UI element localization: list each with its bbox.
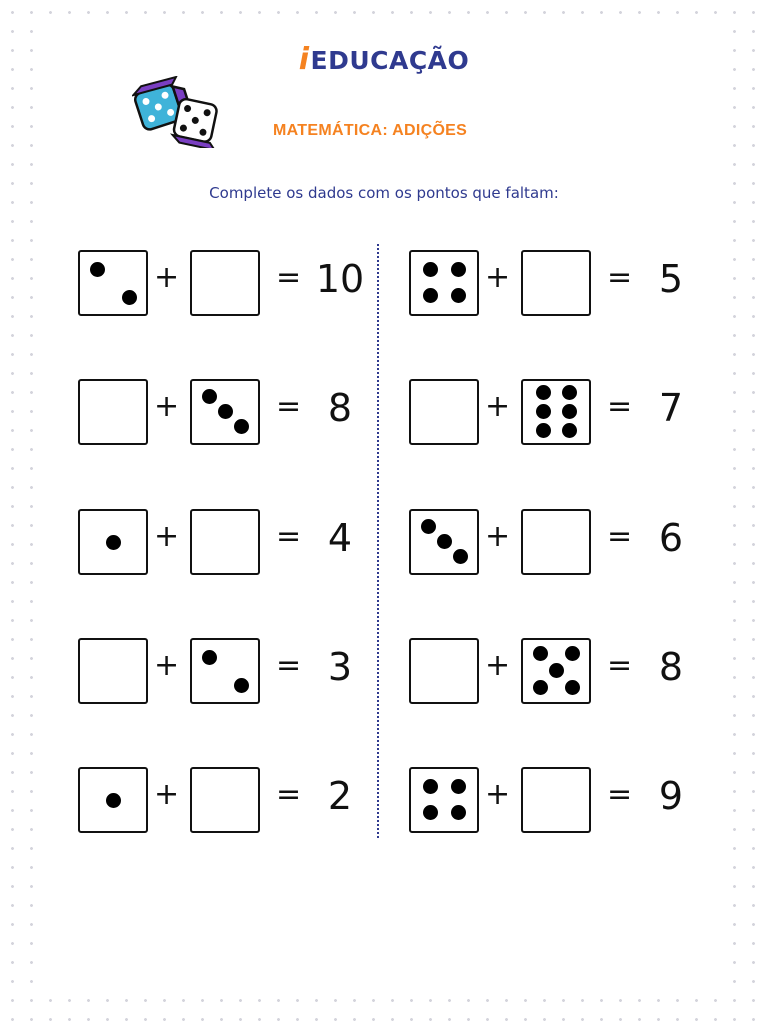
die-pip: [451, 262, 466, 277]
equals-sign: =: [607, 389, 633, 424]
blank-die-answer-box[interactable]: [521, 767, 591, 833]
sum-result: 6: [658, 516, 684, 560]
logo-i-mark: i: [298, 42, 310, 77]
equals-sign: =: [276, 777, 302, 812]
plus-sign: +: [154, 648, 180, 683]
die-pip: [122, 290, 137, 305]
die-pip: [423, 779, 438, 794]
equals-sign: =: [276, 648, 302, 683]
die-pip: [536, 404, 551, 419]
plus-sign: +: [485, 777, 511, 812]
die-2-pips: [78, 250, 148, 316]
die-pip: [437, 534, 452, 549]
logo-text: EDUCAÇÃO: [310, 46, 470, 75]
blank-die-answer-box[interactable]: [409, 638, 479, 704]
die-pip: [562, 423, 577, 438]
addition-problem: [78, 767, 378, 837]
die-pip: [451, 288, 466, 303]
sum-result: 9: [658, 774, 684, 818]
addition-problem: [78, 379, 378, 449]
plus-sign: +: [154, 260, 180, 295]
die-pip: [202, 650, 217, 665]
addition-problem: [409, 250, 709, 320]
addition-problem: [78, 638, 378, 708]
sum-result: 2: [327, 774, 353, 818]
instruction-text: Complete os dados com os pontos que faltam:: [209, 184, 559, 202]
plus-sign: +: [154, 519, 180, 554]
addition-problem: [409, 767, 709, 837]
die-pip: [565, 680, 580, 695]
equals-sign: =: [276, 260, 302, 295]
die-2-pips: [190, 638, 260, 704]
die-4-pips: [409, 250, 479, 316]
blank-die-answer-box[interactable]: [521, 509, 591, 575]
die-pip: [423, 288, 438, 303]
addition-problem: [409, 379, 709, 449]
die-pip: [453, 549, 468, 564]
die-pip: [234, 678, 249, 693]
sum-result: 8: [327, 386, 353, 430]
die-pip: [423, 262, 438, 277]
subject-title: MATEMÁTICA: ADIÇÕES: [273, 122, 468, 139]
die-pip: [562, 404, 577, 419]
equals-sign: =: [276, 389, 302, 424]
addition-problem: [78, 509, 378, 579]
sum-result: 4: [327, 516, 353, 560]
sum-result: 3: [327, 645, 353, 689]
sum-result: 5: [658, 257, 684, 301]
die-pip: [451, 779, 466, 794]
sum-result: 7: [658, 386, 684, 430]
blank-die-answer-box[interactable]: [190, 250, 260, 316]
die-pip: [565, 646, 580, 661]
plus-sign: +: [485, 519, 511, 554]
plus-sign: +: [154, 777, 180, 812]
die-pip: [106, 793, 121, 808]
die-pip: [106, 535, 121, 550]
die-5-pips: [521, 638, 591, 704]
die-3-pips: [190, 379, 260, 445]
die-1-pips: [78, 509, 148, 575]
die-1-pips: [78, 767, 148, 833]
addition-problem: [78, 250, 378, 320]
die-pip: [202, 389, 217, 404]
die-6-pips: [521, 379, 591, 445]
addition-problem: [409, 509, 709, 579]
blank-die-answer-box[interactable]: [190, 767, 260, 833]
die-pip: [421, 519, 436, 534]
blank-die-answer-box[interactable]: [190, 509, 260, 575]
equals-sign: =: [607, 648, 633, 683]
sum-result: 8: [658, 645, 684, 689]
equals-sign: =: [607, 519, 633, 554]
die-pip: [423, 805, 438, 820]
blank-die-answer-box[interactable]: [409, 379, 479, 445]
blank-die-answer-box[interactable]: [521, 250, 591, 316]
sum-result: 10: [315, 257, 365, 301]
die-4-pips: [409, 767, 479, 833]
plus-sign: +: [485, 260, 511, 295]
die-pip: [90, 262, 105, 277]
equals-sign: =: [276, 519, 302, 554]
die-pip: [218, 404, 233, 419]
die-pip: [536, 385, 551, 400]
die-pip: [533, 646, 548, 661]
die-pip: [549, 663, 564, 678]
die-pip: [451, 805, 466, 820]
die-pip: [562, 385, 577, 400]
addition-problem: [409, 638, 709, 708]
blank-die-answer-box[interactable]: [78, 638, 148, 704]
equals-sign: =: [607, 260, 633, 295]
die-pip: [533, 680, 548, 695]
plus-sign: +: [485, 389, 511, 424]
plus-sign: +: [485, 648, 511, 683]
die-pip: [536, 423, 551, 438]
blank-die-answer-box[interactable]: [78, 379, 148, 445]
equals-sign: =: [607, 777, 633, 812]
plus-sign: +: [154, 389, 180, 424]
die-pip: [234, 419, 249, 434]
die-3-pips: [409, 509, 479, 575]
